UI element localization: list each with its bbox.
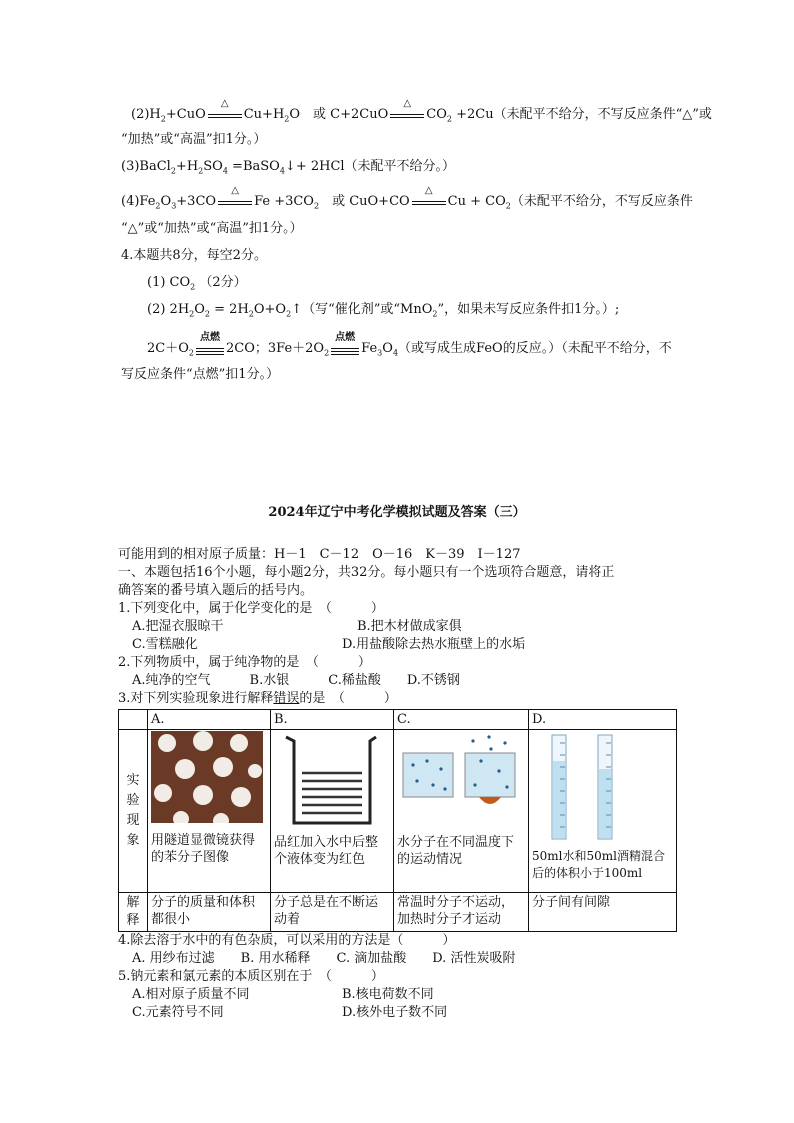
text: ”，如果未写反应条件扣1分。）;: [437, 302, 620, 317]
cell-d: [529, 730, 677, 893]
subscript: 3: [377, 348, 383, 358]
subscript: 2: [204, 309, 211, 319]
table-header-row: [119, 710, 677, 730]
q5-stem: 5.钠元素和氯元素的本质区别在于 （ ）: [118, 969, 384, 984]
table-row: [119, 893, 677, 932]
text: Cu + CO: [447, 194, 506, 209]
beaker-icon: [274, 731, 386, 829]
text: 或 CuO+CO: [319, 194, 410, 209]
q5-option-b: B.核电荷数不同: [342, 987, 434, 1002]
header-d: D.: [529, 710, 677, 730]
exp-a: 分子的质量和体积都很小: [148, 893, 271, 932]
text: Fe +3CO: [254, 194, 314, 209]
exp-c: 常温时分子不运动，加热时分子才运动: [394, 893, 529, 932]
subscript: 4: [279, 166, 285, 176]
answer-4-2: [147, 301, 619, 324]
text: +3CO: [176, 194, 217, 209]
corner-cell: [119, 710, 148, 730]
text: (2) 2H: [147, 302, 190, 317]
answer-line: “△”或“加热”或“高温”扣1分。）: [121, 221, 303, 236]
text: (2)H: [131, 107, 161, 122]
reaction-arrow: [218, 184, 252, 209]
reaction-arrow: [208, 97, 242, 122]
answer-line: “加热”或“高温”扣1分。）: [121, 132, 267, 147]
subscript: 4: [222, 166, 228, 176]
text: +CuO: [165, 107, 206, 122]
vertical-label: 解释: [126, 895, 140, 928]
exam-title: 2024年辽宁中考化学模拟试题及答案（三）: [268, 505, 526, 520]
subscript: 2: [198, 166, 204, 176]
delta-symbol: △: [231, 184, 239, 196]
cell-d-desc: 50ml水和50ml酒精混合后的体积小于100ml: [532, 849, 665, 880]
text: O: [382, 341, 393, 356]
text: （未配平不给分，不写反应条件: [510, 194, 693, 209]
subscript: 2: [432, 309, 438, 319]
text: =BaSO: [227, 159, 280, 174]
subscript: 2: [248, 309, 254, 319]
vertical-label: 实验现象: [126, 773, 140, 848]
text: (1) CO: [147, 275, 191, 290]
q5-option-c: C.元素符号不同: [132, 1005, 224, 1020]
header-b: B.: [271, 710, 394, 730]
q5-option-d: D.核外电子数不同: [342, 1005, 448, 1020]
text: 的是 （ ）: [299, 691, 397, 706]
delta-symbol: △: [403, 97, 412, 109]
text: O+O: [253, 302, 287, 317]
answer-line: 写反应条件“点燃”扣1分。）: [121, 367, 280, 382]
header-a: A.: [148, 710, 271, 730]
text: O: [194, 302, 205, 317]
text: （2分）: [199, 275, 247, 290]
text: O: [160, 194, 172, 209]
cell-a-desc: 用隧道显微镜获得的苯分子图像: [151, 833, 256, 865]
ignite-label: 点燃: [335, 331, 356, 343]
text: 2CO；3Fe＋2O: [225, 341, 325, 356]
text: ↓+ 2HCl（未配平不给分。）: [284, 159, 456, 174]
text: O 或 C+2CuO: [289, 107, 389, 122]
q4-options: A. 用纱布过滤 B. 用水稀释 C. 滴加盐酸 D. 活性炭吸附: [132, 951, 516, 966]
answer-3-3: [121, 158, 455, 181]
delta-symbol: △: [220, 97, 229, 109]
atomic-masses: 可能用到的相对原子质量：H－1 C－12 O－16 K－39 I－127: [118, 547, 521, 562]
text: 2C＋O: [147, 341, 189, 356]
answer-3-4: [121, 184, 693, 216]
subscript: 2: [324, 348, 330, 358]
section-intro-cont: 确答案的番号填入题后的括号内。: [118, 583, 314, 598]
subscript: 2: [189, 309, 195, 319]
q1-option-d: D.用盐酸除去热水瓶壁上的水垢: [342, 637, 526, 652]
q2-options: A.纯净的空气 B.水银 C.稀盐酸 D.不锈钢: [132, 673, 460, 688]
q5-option-a: A.相对原子质量不同: [132, 987, 250, 1002]
q4-stem: 4.除去溶于水中的有色杂质，可以采用的方法是（ ）: [118, 933, 456, 948]
subscript: 2: [505, 201, 511, 211]
text: (3)BaCl: [121, 159, 171, 174]
answer-4-1: [147, 274, 247, 297]
answer-4-heading: 4.本题共8分，每空2分。: [121, 248, 267, 263]
water-molecules-icon: [397, 731, 521, 811]
subscript: 2: [313, 201, 320, 211]
exp-b: 分子总是在不断运动着: [271, 893, 394, 932]
q2-stem: 2.下列物质中，属于纯净物的是 （ ）: [118, 655, 371, 670]
text: 3.对下列实验现象进行解释: [118, 691, 274, 706]
subscript: 2: [284, 114, 290, 124]
text: +2Cu（未配平不给分，不写反应条件“△”或: [451, 107, 712, 122]
subscript: 2: [170, 166, 176, 176]
table-row: [119, 730, 677, 893]
row-label-phenomenon: [119, 730, 148, 893]
q1-option-b: B.把木材做成家俱: [357, 619, 462, 634]
cell-c-desc: 水分子在不同温度下的运动情况: [397, 835, 515, 867]
delta-symbol: △: [424, 184, 433, 196]
subscript: 2: [155, 201, 161, 211]
exp-d: 分子间有间隙: [529, 893, 677, 932]
q1-option-c: C.雪糕融化: [132, 637, 198, 652]
cell-a: [148, 730, 271, 893]
text: CO: [426, 107, 447, 122]
text: = 2H: [210, 302, 249, 317]
text: ↑（写“催化剂”或“MnO: [291, 302, 433, 317]
benzene-stm-image: [151, 731, 263, 823]
subscript: 2: [188, 348, 194, 358]
text: (4)Fe: [121, 194, 156, 209]
subscript: 2: [286, 309, 292, 319]
graduated-cylinder-icon: [532, 731, 652, 843]
text: SO: [203, 159, 223, 174]
q3-table: [118, 709, 677, 932]
subscript: 3: [171, 201, 177, 211]
answer-3-2: [131, 97, 712, 129]
subscript: 2: [446, 114, 452, 124]
cell-b: [271, 730, 394, 893]
header-c: C.: [394, 710, 529, 730]
q1-option-a: A.把湿衣服晾干: [132, 619, 224, 634]
q3-stem: [118, 690, 397, 708]
emphasis: 错误: [273, 691, 300, 706]
row-label-explanation: [119, 893, 148, 932]
reaction-arrow: [412, 184, 446, 209]
reaction-arrow: [196, 331, 224, 356]
subscript: 2: [190, 282, 196, 292]
text: （或写成生成FeO的反应。）（未配平不给分，不: [398, 341, 672, 356]
reaction-arrow: [331, 331, 359, 356]
text: Cu+H: [243, 107, 285, 122]
subscript: 4: [392, 348, 399, 358]
text: Fe: [361, 341, 378, 356]
cell-b-desc: 品红加入水中后整个液体变为红色: [274, 835, 379, 867]
section-intro: 一、本题包括16个小题，每小题2分，共32分。每小题只有一个选项符合题意，请将正: [118, 565, 615, 580]
answer-4-3: [147, 331, 672, 363]
q1-stem: 1.下列变化中，属于化学变化的是 （ ）: [118, 601, 384, 616]
ignite-label: 点燃: [199, 331, 220, 343]
subscript: 2: [160, 114, 166, 124]
reaction-arrow: [390, 97, 424, 122]
text: +H: [175, 159, 199, 174]
cell-c: [394, 730, 529, 893]
